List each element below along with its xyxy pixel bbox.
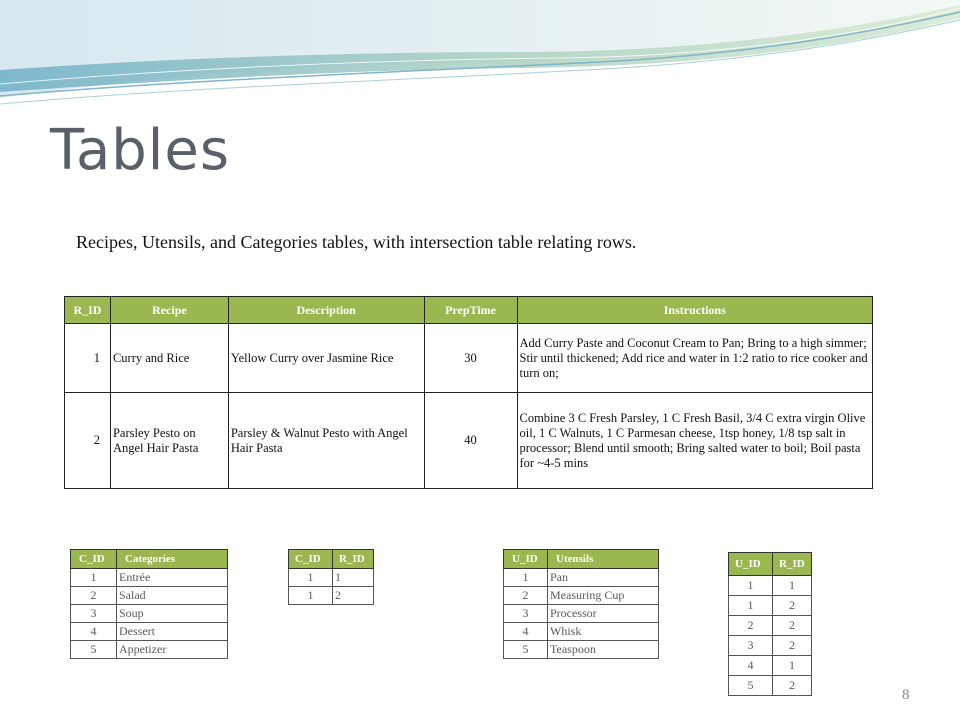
table-row — [71, 569, 228, 587]
table-row — [71, 623, 228, 641]
slide-subtitle: Recipes, Utensils, and Categories tables, with intersection table relating rows. — [76, 232, 637, 252]
column-header-utensils: Utensils — [548, 550, 659, 569]
column-header-description: Description — [228, 297, 424, 324]
slide-number: 8 — [902, 687, 910, 703]
cell-c-id: 2 — [71, 587, 117, 605]
cell-c-id: 4 — [71, 623, 117, 641]
table-header-row — [504, 550, 659, 569]
table-row — [729, 656, 812, 676]
table-row — [504, 623, 659, 641]
cell-c-id: 5 — [71, 641, 117, 659]
cell-u-id: 3 — [729, 636, 773, 656]
cell-r-id: 2 — [65, 393, 111, 489]
cell-u-id: 5 — [504, 641, 548, 659]
cell-r-id: 2 — [773, 636, 812, 656]
cell-preptime: 30 — [424, 324, 517, 393]
cell-r-id: 2 — [333, 587, 374, 605]
column-header-c-id: C_ID — [289, 550, 333, 569]
column-header-r-id: R_ID — [773, 553, 812, 576]
cell-recipe: Curry and Rice — [110, 324, 228, 393]
table-row — [71, 605, 228, 623]
column-header-c-id: C_ID — [71, 550, 117, 569]
cell-u-id: 1 — [504, 569, 548, 587]
cell-recipe: Parsley Pesto on Angel Hair Pasta — [110, 393, 228, 489]
cell-u-id: 2 — [729, 616, 773, 636]
column-header-preptime: PrepTime — [424, 297, 517, 324]
cell-description: Yellow Curry over Jasmine Rice — [228, 324, 424, 393]
cell-category: Appetizer — [117, 641, 228, 659]
cell-r-id: 2 — [773, 676, 812, 696]
column-header-u-id: U_ID — [504, 550, 548, 569]
table-row — [289, 587, 374, 605]
table-header-row — [289, 550, 374, 569]
column-header-r-id: R_ID — [333, 550, 374, 569]
table-row — [504, 587, 659, 605]
cell-u-id: 4 — [504, 623, 548, 641]
table-row — [71, 641, 228, 659]
column-header-categories: Categories — [117, 550, 228, 569]
table-row — [504, 605, 659, 623]
cell-utensil: Measuring Cup — [548, 587, 659, 605]
table-row — [729, 636, 812, 656]
cell-preptime: 40 — [424, 393, 517, 489]
table-row — [729, 576, 812, 596]
table-row — [65, 324, 873, 393]
cell-utensil: Processor — [548, 605, 659, 623]
cell-r-id: 1 — [333, 569, 374, 587]
cell-c-id: 3 — [71, 605, 117, 623]
cell-instructions: Add Curry Paste and Coconut Cream to Pan; Bring to a high simmer; Stir until thickened; Add rice and water in 1:2 ratio to rice cooker and turn on; — [517, 324, 873, 393]
column-header-instructions: Instructions — [517, 297, 873, 324]
cell-c-id: 1 — [289, 587, 333, 605]
cell-utensil: Whisk — [548, 623, 659, 641]
cell-utensil: Teaspoon — [548, 641, 659, 659]
table-row — [729, 676, 812, 696]
table-row — [504, 641, 659, 659]
table-row — [729, 596, 812, 616]
cell-category: Dessert — [117, 623, 228, 641]
categories-table — [70, 549, 228, 659]
cell-utensil: Pan — [548, 569, 659, 587]
cell-u-id: 3 — [504, 605, 548, 623]
cell-r-id: 1 — [773, 576, 812, 596]
cell-r-id: 2 — [773, 616, 812, 636]
cell-r-id: 1 — [65, 324, 111, 393]
table-row — [729, 616, 812, 636]
cell-category: Entrée — [117, 569, 228, 587]
table-header-row — [65, 297, 873, 324]
cell-u-id: 1 — [729, 596, 773, 616]
cell-c-id: 1 — [289, 569, 333, 587]
cell-u-id: 2 — [504, 587, 548, 605]
cell-r-id: 1 — [773, 656, 812, 676]
cell-instructions: Combine 3 C Fresh Parsley, 1 C Fresh Basil, 3/4 C extra virgin Olive oil, 1 C Walnuts, 1 C Parmesan cheese, 1tsp honey, 1/8 tsp salt in processor; Blend until smooth; Bring salted water to boil; Boil pasta for ~4-5 mins — [517, 393, 873, 489]
cell-c-id: 1 — [71, 569, 117, 587]
cell-u-id: 1 — [729, 576, 773, 596]
table-row — [71, 587, 228, 605]
cell-r-id: 2 — [773, 596, 812, 616]
table-header-row — [71, 550, 228, 569]
table-header-row — [729, 553, 812, 576]
table-row — [504, 569, 659, 587]
category-recipe-table — [288, 549, 374, 605]
utensils-table — [503, 549, 659, 659]
column-header-recipe: Recipe — [110, 297, 228, 324]
table-row — [289, 569, 374, 587]
cell-u-id: 5 — [729, 676, 773, 696]
cell-u-id: 4 — [729, 656, 773, 676]
cell-category: Salad — [117, 587, 228, 605]
cell-description: Parsley & Walnut Pesto with Angel Hair Pasta — [228, 393, 424, 489]
utensil-recipe-table — [728, 552, 812, 696]
column-header-r-id: R_ID — [65, 297, 111, 324]
column-header-u-id: U_ID — [729, 553, 773, 576]
cell-category: Soup — [117, 605, 228, 623]
slide-title: Tables — [50, 118, 230, 183]
table-row — [65, 393, 873, 489]
recipes-table — [64, 296, 873, 489]
